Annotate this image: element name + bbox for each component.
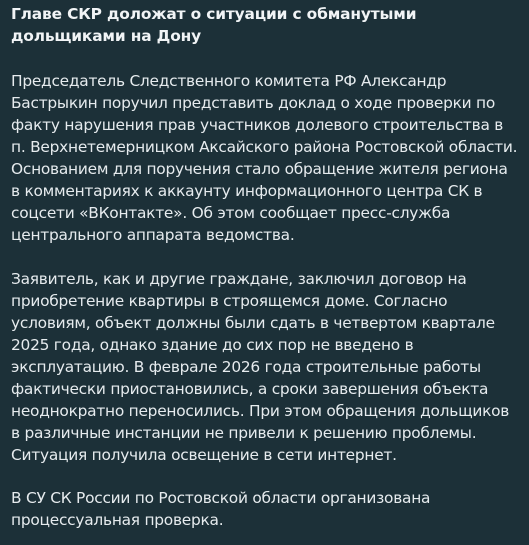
post-paragraph-1: Председатель Следственного комитета РФ Александр Бастрыкин поручил представить доклад о ходе проверки по факту нарушения прав участников долевого строительства в п. Верхнетемерницком Аксайского района Ростовской области. Основанием для поручения стало обращение жителя региона в комментариях к аккаунту информационного центра СК в соцсети «ВКонтакте». Об этом сообщает пресс-служба центрального аппарата ведомства.: [11, 72, 518, 244]
post-title: Главе СКР доложат о ситуации с обманутыми дольщиками на Дону: [11, 5, 417, 45]
post-paragraph-3: В СУ СК России по Ростовской области организована процессуальная проверка.: [11, 489, 431, 529]
post-paragraph-2: Заявитель, как и другие граждане, заключил договор на приобретение квартиры в строящемся доме. Согласно условиям, объект должны были сдать в четвертом квартале 2025 года, однако здание до сих пор не введено в эксплуатацию. В феврале 2026 года строительные работы фактически приостановились, а сроки завершения объекта неоднократно переносились. При этом обращения дольщиков в различные инстанции не привели к решению проблемы. Ситуация получила освещение в сети интернет.: [11, 270, 510, 464]
